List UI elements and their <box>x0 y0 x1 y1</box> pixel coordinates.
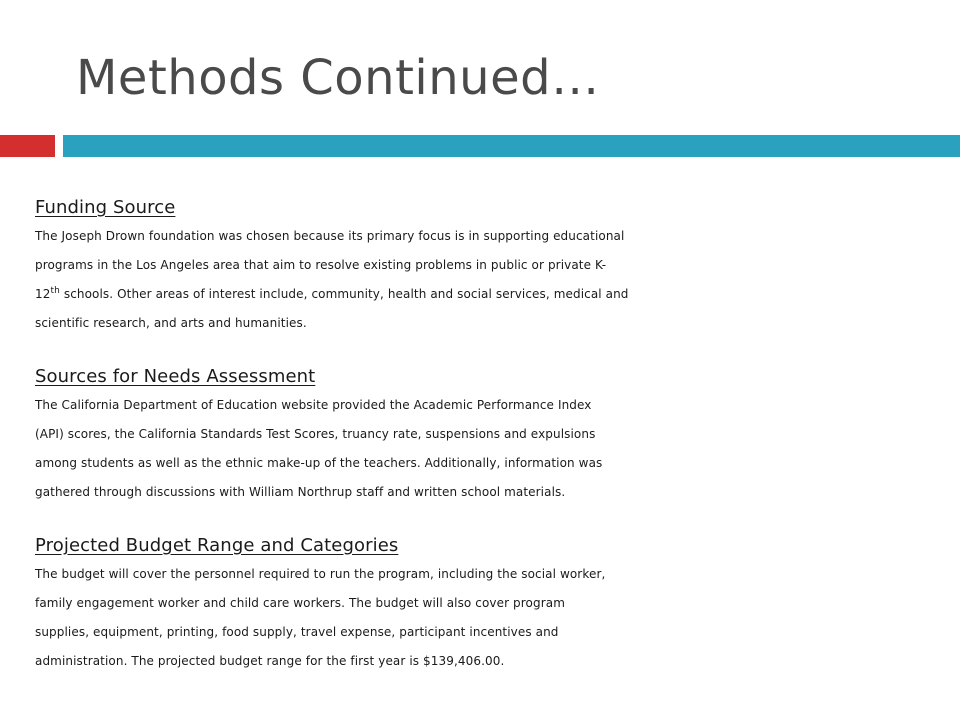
body-line: scientific research, and arts and humanities. <box>35 316 307 330</box>
section-heading: Sources for Needs Assessment <box>35 366 316 387</box>
slide-title: Methods Continued… <box>76 50 600 106</box>
section-budget <box>35 532 945 676</box>
body-line: administration. The projected budget range for the first year is $139,406.00. <box>35 654 505 668</box>
section-heading: Projected Budget Range and Categories <box>35 535 399 556</box>
body-line: supplies, equipment, printing, food supply, travel expense, participant incentives and <box>35 625 559 639</box>
section-funding-source <box>35 194 945 338</box>
body-line <box>35 280 945 309</box>
section-heading: Funding Source <box>35 197 176 218</box>
section-body <box>35 222 945 338</box>
body-line: gathered through discussions with William Northrup staff and written school materials. <box>35 485 566 499</box>
body-line: among students as well as the ethnic make-up of the teachers. Additionally, information was <box>35 456 603 470</box>
section-body <box>35 391 945 507</box>
body-line: (API) scores, the California Standards Test Scores, truancy rate, suspensions and expulsions <box>35 427 596 441</box>
body-line: The California Department of Education website provided the Academic Performance Index <box>35 398 592 412</box>
section-body <box>35 560 945 676</box>
ordinal-suffix: th <box>50 286 60 296</box>
accent-bar-red <box>0 135 55 157</box>
body-line: family engagement worker and child care workers. The budget will also cover program <box>35 596 565 610</box>
slide-content <box>35 194 945 676</box>
body-line: The budget will cover the personnel required to run the program, including the social worker, <box>35 567 606 581</box>
ordinal-number: 12 <box>35 287 51 301</box>
body-line: The Joseph Drown foundation was chosen because its primary focus is in supporting educational <box>35 229 625 243</box>
body-line-rest: schools. Other areas of interest include, community, health and social services, medical and <box>59 287 629 301</box>
section-needs-assessment <box>35 363 945 507</box>
body-line: programs in the Los Angeles area that aim to resolve existing problems in public or private K- <box>35 258 607 272</box>
accent-bar-blue <box>63 135 960 157</box>
